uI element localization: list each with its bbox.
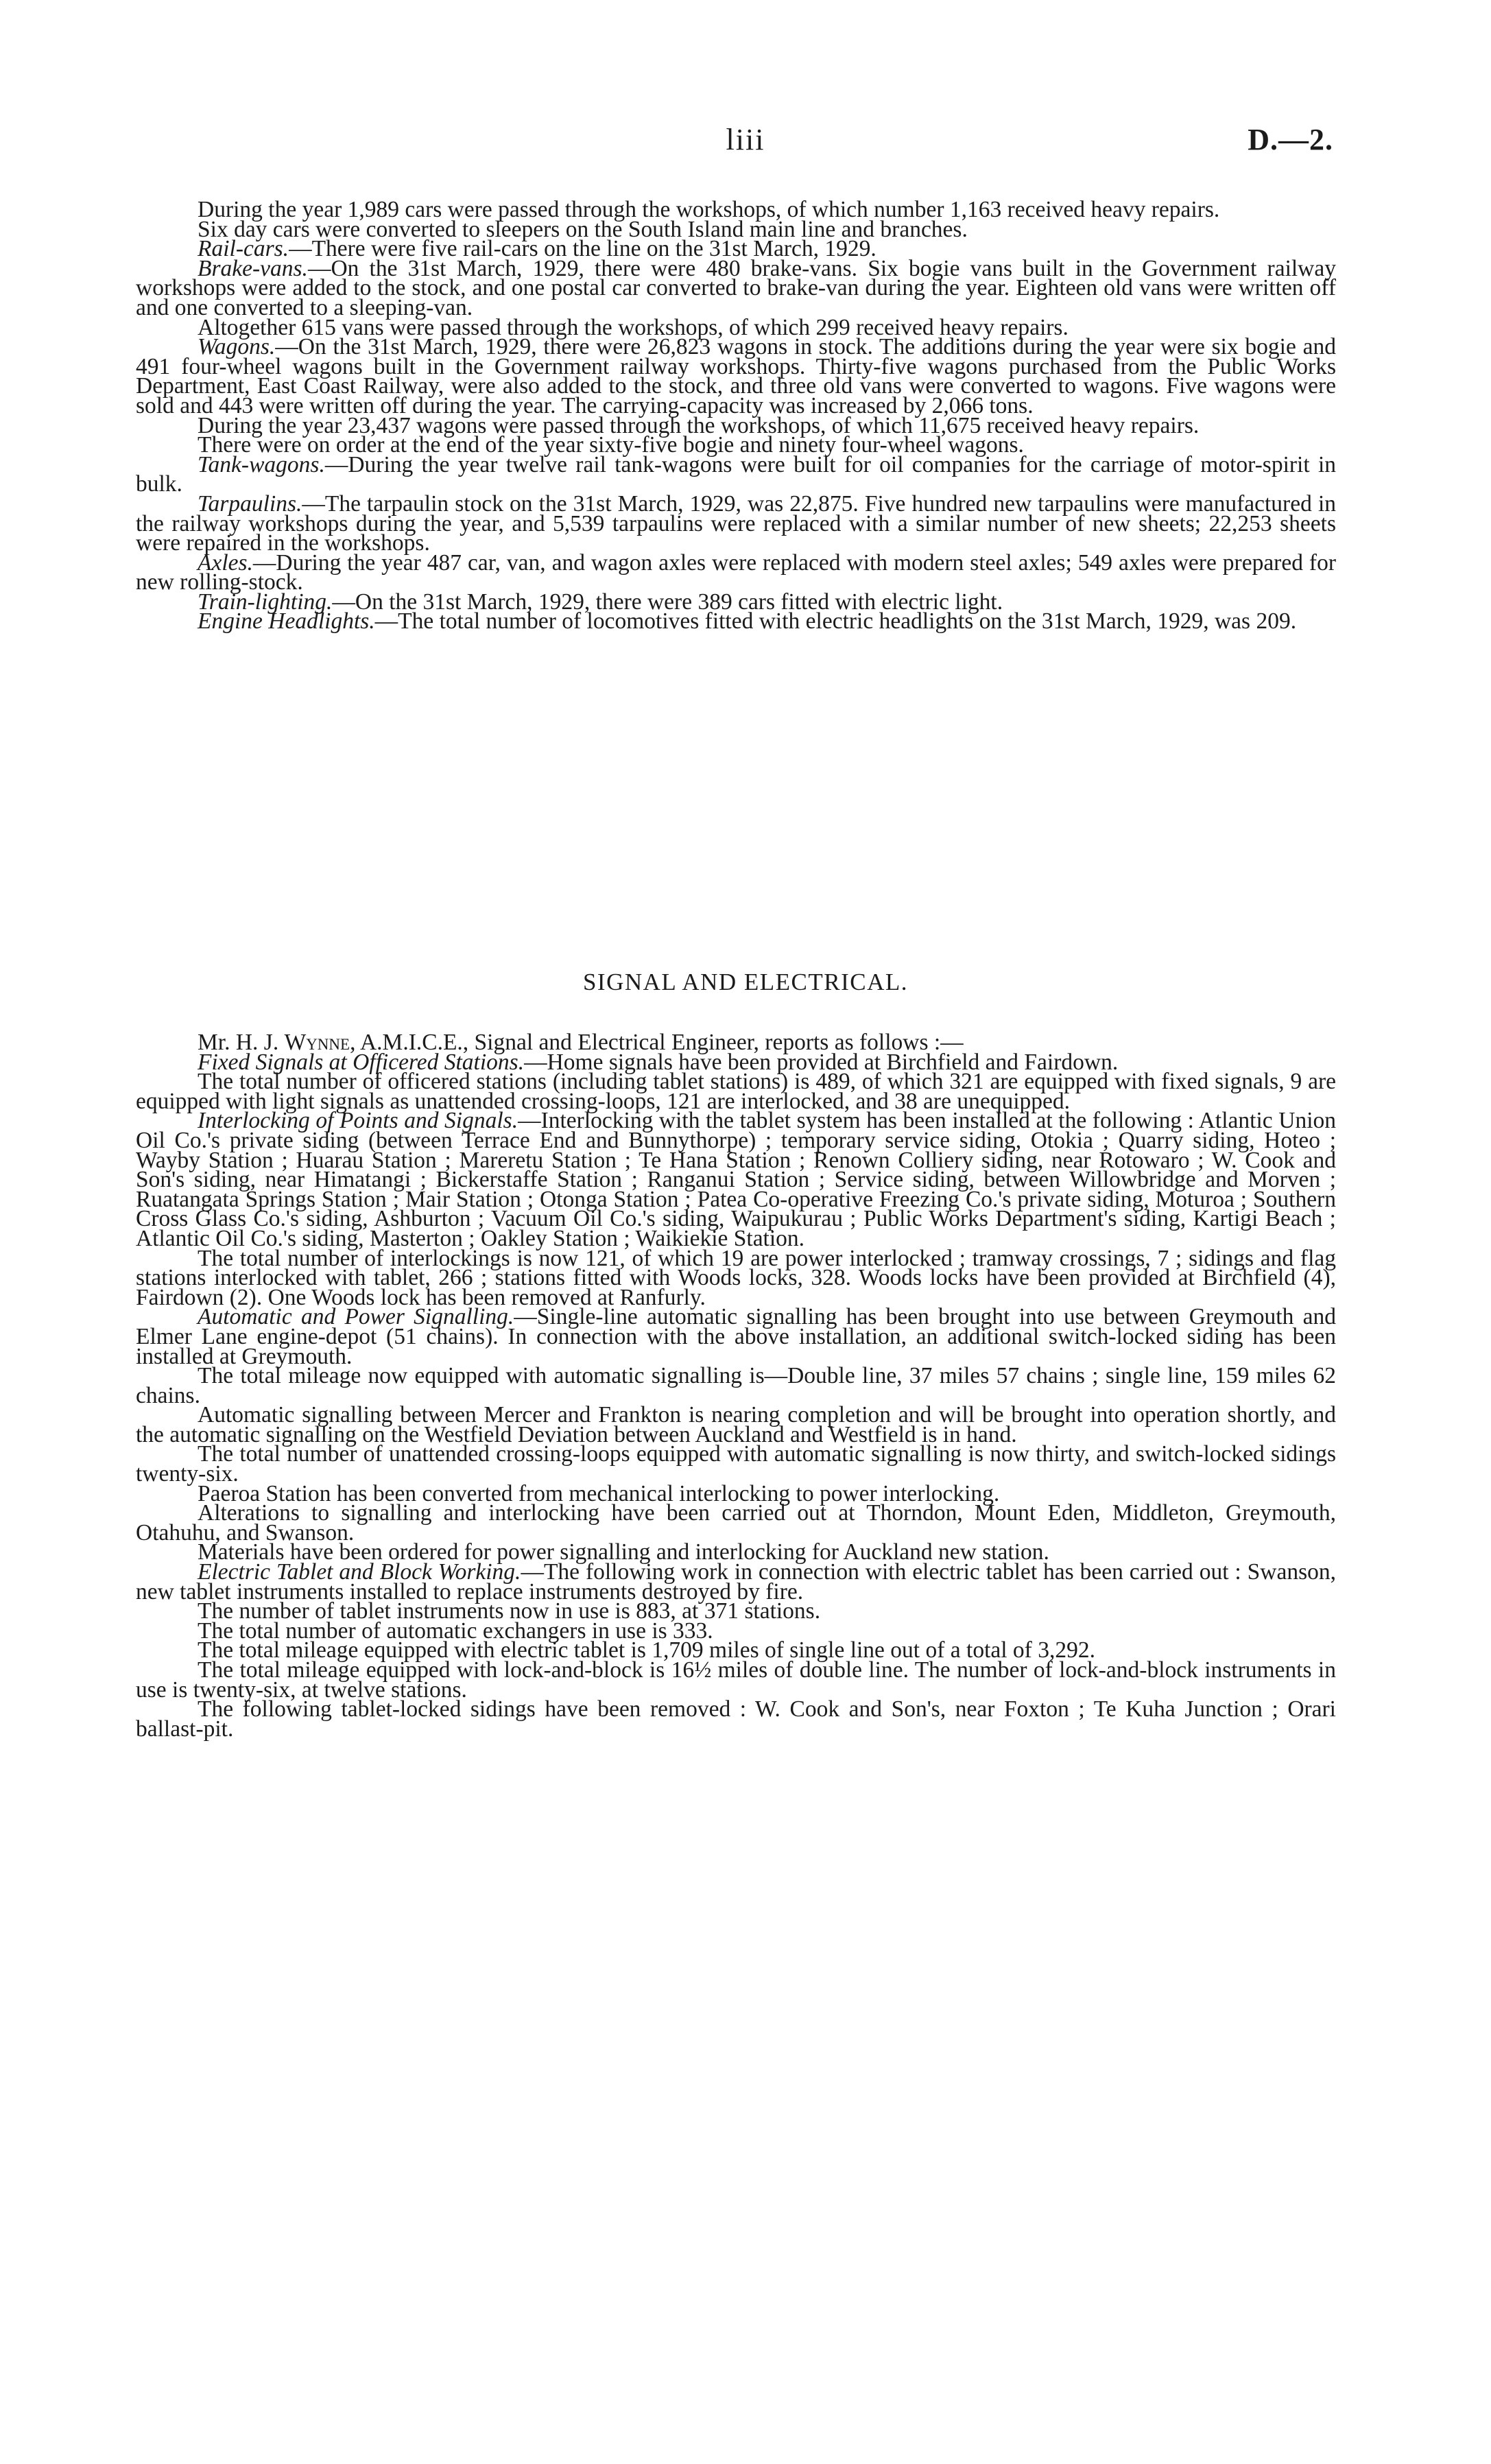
paragraph: There were on order at the end of the year sixty-five bogie and ninety four-wheel wagons. xyxy=(198,432,1024,458)
paragraph: The total mileage now equipped with automatic signalling is—Double line, 37 miles 57 chains ; single line, 159 miles 62 chains. xyxy=(136,1363,1336,1408)
intro-prefix: Mr. H. J. xyxy=(198,1030,285,1055)
paragraph: The total mileage equipped with lock-and-block is 16½ miles of double line. The number of lock-and-block instruments in use is twenty-six, at twelve stations. xyxy=(136,1657,1336,1703)
paragraph xyxy=(136,255,1336,320)
paragraph-lead: Train-lighting. xyxy=(198,589,333,615)
paragraph-lead: Wagons. xyxy=(198,334,276,360)
paragraph-lead: Tarpaulins. xyxy=(198,490,302,517)
paragraph: During the year 23,437 wagons were passed through the workshops, of which 11,675 received heavy repairs. xyxy=(198,412,1200,438)
paragraph: The total number of unattended crossing-loops equipped with automatic signalling is now thirty, and switch-locked sidings twenty-six. xyxy=(136,1441,1336,1487)
paragraph: The total mileage equipped with electric tablet is 1,709 miles of single line out of a total of 3,292. xyxy=(198,1637,1095,1663)
paragraph-text: —Single-line automatic signalling has been brought into use between Greymouth and Elmer Lane engine-depot (51 chains). In connection with the above installation, an additional switch-locked siding has been installed at Greymouth. xyxy=(136,1304,1336,1369)
paragraph-text: —Home signals have been provided at Birchfield and Fairdown. xyxy=(524,1049,1119,1075)
paragraph-text: —During the year 487 car, van, and wagon axles were replaced with modern steel axles; 549 axles were prepared for new rolling-stock. xyxy=(136,549,1336,595)
paragraph-text: —On the 31st March, 1929, there were 26,823 wagons in stock. The additions during the year were six bogie and 491 four-wheel wagons built in the Government railway workshops. Thirty-five wagons purchased from the Public Works Department, East Coast Railway, were also added to the stock, and three old vans were converted to wagons. Five wagons were sold and 443 were written off during the year. The carrying-capacity was increased by 2,066 tons. xyxy=(136,334,1336,418)
paragraph: The following tablet-locked sidings have been removed : W. Cook and Son's, near Foxton ; Te Kuha Junction ; Orari ballast-pit. xyxy=(136,1696,1336,1742)
paragraph-lead: Rail-cars. xyxy=(198,236,289,262)
paragraph: The number of tablet instruments now in use is 883, at 371 stations. xyxy=(198,1598,821,1624)
signal-electrical-section xyxy=(136,1030,1337,1742)
paragraph-text: —The tarpaulin stock on the 31st March, 1929, was 22,875. Five hundred new tarpaulins were manufactured in the railway workshops during the year, and 5,539 tarpaulins were replaced with a similar number of new sheets; 22,253 sheets were repaired in the workshops. xyxy=(136,490,1336,556)
paragraph: During the year 1,989 cars were passed through the workshops, of which number 1,163 received heavy repairs. xyxy=(198,197,1220,222)
paragraph-text: —On the 31st March, 1929, there were 480 brake-vans. Six bogie vans built in the Government railway workshops were added to the stock, and one postal car converted to brake-van during the year. Eighteen old vans were written off and one converted to a sleeping-van. xyxy=(136,255,1336,320)
paragraph: Materials have been ordered for power signalling and interlocking for Auckland new station. xyxy=(198,1539,1049,1565)
paragraph-text: —The total number of locomotives fitted with electric headlights on the 31st March, 1929, was 209. xyxy=(374,608,1297,635)
paragraph-text: —During the year twelve rail tank-wagons were built for oil companies for the carriage of motor-spirit in bulk. xyxy=(136,451,1336,497)
paragraph-lead: Interlocking of Points and Signals. xyxy=(198,1108,518,1134)
intro-suffix: , A.M.I.C.E., Signal and Electrical Engineer, reports as follows :— xyxy=(350,1030,964,1055)
paragraph xyxy=(136,451,1336,497)
paragraph: Altogether 615 vans were passed through the workshops, of which 299 received heavy repairs. xyxy=(198,314,1069,340)
paragraph xyxy=(136,549,1336,595)
paragraph: Alterations to signalling and interlocking have been carried out at Thorndon, Mount Eden, Middleton, Greymouth, Otahuhu, and Swanson. xyxy=(136,1500,1336,1545)
paragraph-lead: Brake-vans. xyxy=(198,255,308,281)
paragraph xyxy=(136,1304,1336,1369)
paragraph-lead: Engine Headlights. xyxy=(198,608,375,635)
paragraph xyxy=(136,334,1336,418)
paragraph-lead: Electric Tablet and Block Working. xyxy=(198,1559,521,1585)
document-reference: D.—2. xyxy=(1248,123,1333,156)
paragraph-lead: Axles. xyxy=(198,549,253,576)
paragraph xyxy=(136,490,1336,556)
paragraph: Automatic signalling between Mercer and Frankton is nearing completion and will be brought into operation shortly, and the automatic signalling on the Westfield Deviation between Auckland and Westfield is in hand. xyxy=(136,1402,1336,1447)
engineer-name: Wynne xyxy=(284,1030,350,1055)
paragraph: The total number of officered stations (including tablet stations) is 489, of which 321 are equipped with fixed signals, 9 are equipped with light signals as unattended crossing-loops, 121 are interlocked, and 38 are unequipped. xyxy=(136,1069,1336,1114)
paragraph-text: —On the 31st March, 1929, there were 389 cars fitted with electric light. xyxy=(332,589,1003,615)
paragraph-text: —There were five rail-cars on the line on the 31st March, 1929. xyxy=(289,236,876,262)
paragraph: Paeroa Station has been converted from mechanical interlocking to power interlocking. xyxy=(198,1480,1000,1506)
section-heading: SIGNAL AND ELECTRICAL. xyxy=(582,969,909,995)
paragraph xyxy=(136,1108,1337,1251)
paragraph-text: —Interlocking with the tablet system has been installed at the following : Atlantic Union Oil Co.'s private siding (between Terrace End and Bunnythorpe) ; temporary service siding, Otokia ; Quarry siding, Hoteo ; Wayby Station ; Huarau Station ; Mareretu Station ; Te Hana Station ; Renown Colliery siding, near Rotowaro ; W. Cook and Son's siding, near Himatangi ; Bickerstaffe Station ; Ranganui Station ; Service siding, between Willowbridge and Morven ; Ruatangata Springs Station ; Mair Station ; Otonga Station ; Patea Co-operative Freezing Co.'s private siding, Moturoa ; Southern Cross Glass Co.'s siding, Ashburton ; Vacuum Oil Co.'s siding, Waipukurau ; Public Works Department's siding, Kartigi Beach ; Atlantic Oil Co.'s siding, Masterton ; Oakley Station ; Waikiekie Station. xyxy=(136,1108,1337,1251)
paragraph xyxy=(136,1559,1336,1604)
paragraph: Six day cars were converted to sleepers on the South Island main line and branches. xyxy=(198,216,968,242)
paragraph-lead: Fixed Signals at Officered Stations. xyxy=(198,1049,525,1075)
paragraph-lead: Tank-wagons. xyxy=(198,451,325,477)
paragraph-lead: Automatic and Power Signalling. xyxy=(198,1304,514,1330)
rolling-stock-section xyxy=(136,197,1336,635)
paragraph xyxy=(136,608,1336,635)
paragraph: The total number of interlockings is now 121, of which 19 are power interlocked ; tramway crossings, 7 ; sidings and flag stations interlocked with tablet, 266 ; stations fitted with Woods locks, 328. Woods locks have been provided at Birchfield (4), Fairdown (2). One Woods lock has been removed at Ranfurly. xyxy=(136,1245,1336,1310)
page-number: liii xyxy=(726,123,765,156)
paragraph: The total number of automatic exchangers in use is 333. xyxy=(198,1618,713,1644)
paragraph-text: —The following work in connection with electric tablet has been carried out : Swanson, new tablet instruments installed to replace instruments destroyed by fire. xyxy=(136,1559,1336,1604)
